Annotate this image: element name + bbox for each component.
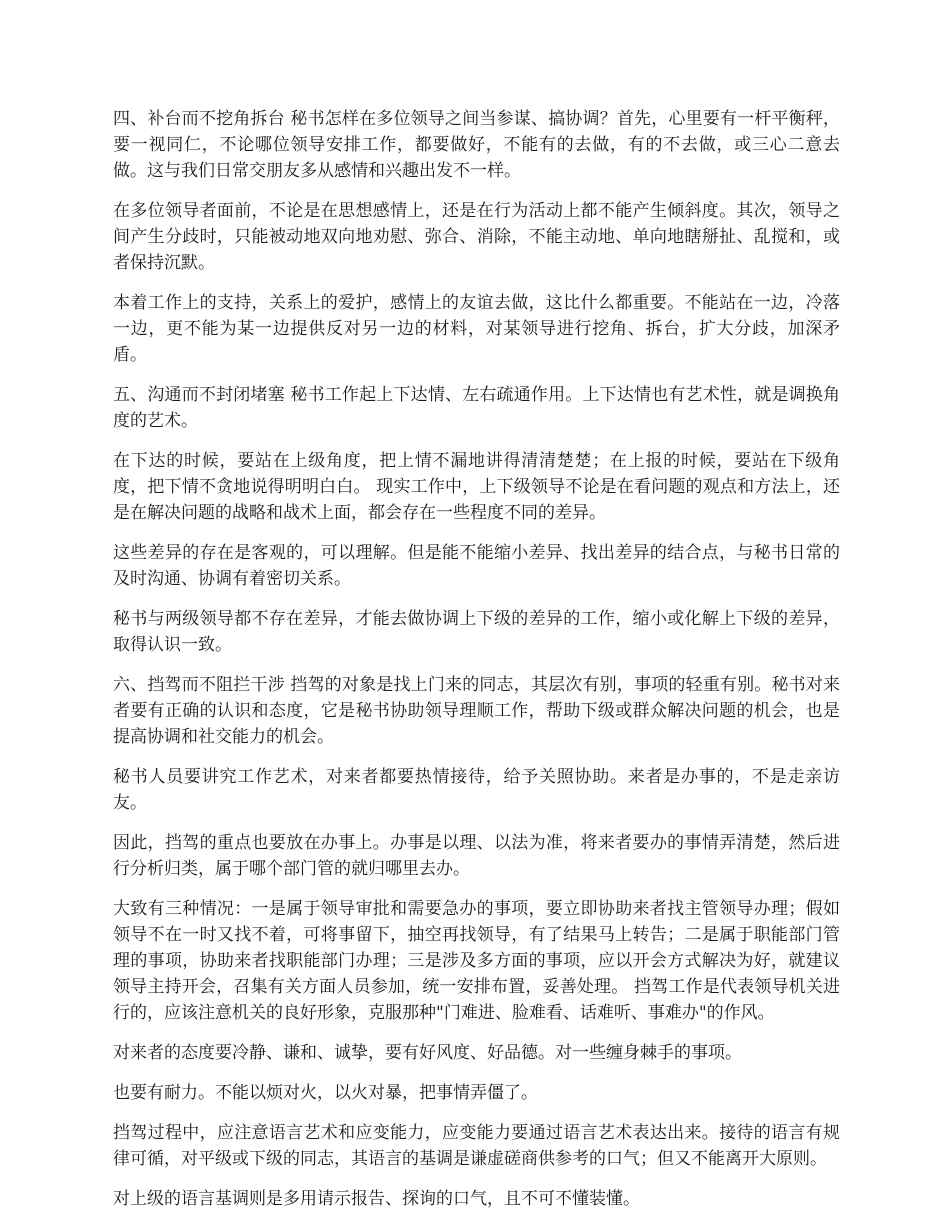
paragraph: 六、挡驾而不阻拦干涉 挡驾的对象是找上门来的同志，其层次有别，事项的轻重有别。秘书对来者要有正确的认识和态度，它是秘书协助领导理顺工作，帮助下级或群众解决问题的机会，也是提高协调和社交能力的机会。 xyxy=(113,675,840,747)
paragraph: 四、补台而不挖角拆台 秘书怎样在多位领导之间当参谋、搞协调？首先，心里要有一杆平衡秤，要一视同仁，不论哪位领导安排工作，都要做好，不能有的去做，有的不去做，或三心二意去做。这与我们日常交朋友多从感情和兴趣出发不一样。 xyxy=(113,109,840,181)
paragraph: 挡驾过程中，应注意语言艺术和应变能力，应变能力要通过语言艺术表达出来。接待的语言有规律可循，对平级或下级的同志，其语言的基调是谦虚磋商供参考的口气；但又不能离开大原则。 xyxy=(113,1123,840,1169)
paragraph: 在多位领导者面前，不论是在思想感情上，还是在行为活动上都不能产生倾斜度。其次，领导之间产生分歧时，只能被动地双向地劝慰、弥合、消除，不能主动地、单向地瞎掰扯、乱搅和，或者保持沉默。 xyxy=(113,201,840,273)
paragraph: 也要有耐力。不能以烦对火，以火对暴，把事情弄僵了。 xyxy=(113,1083,538,1103)
paragraph: 对上级的语言基调则是多用请示报告、探询的口气，且不可不懂装懂。 xyxy=(113,1189,640,1209)
paragraph: 这些差异的存在是客观的，可以理解。但是能不能缩小差异、找出差异的结合点，与秘书日常的及时沟通、协调有着密切关系。 xyxy=(113,543,840,589)
document-body xyxy=(113,106,840,1226)
paragraph: 因此，挡驾的重点也要放在办事上。办事是以理、以法为准，将来者要办的事情弄清楚，然后进行分析归类，属于哪个部门管的就归哪里去办。 xyxy=(113,833,840,879)
paragraph: 大致有三种情况：一是属于领导审批和需要急办的事项，要立即协助来者找主管领导办理；假如领导不在一时又找不着，可将事留下，抽空再找领导，有了结果马上转告；二是属于职能部门管理的事项，协助来者找职能部门办理；三是涉及多方面的事项，应以开会方式解决为好，就建议领导主持开会，召集有关方面人员参加，统一安排布置，妥善处理。 挡驾工作是代表领导机关进行的，应该注意机关的良好形象，克服那种"门难进、脸难看、话难听、事难办"的作风。 xyxy=(113,899,840,1023)
paragraph: 秘书与两级领导都不存在差异，才能去做协调上下级的差异的工作，缩小或化解上下级的差异，取得认识一致。 xyxy=(113,609,840,655)
paragraph: 对来者的态度要冷静、谦和、诚挚，要有好风度、好品德。对一些缠身棘手的事项。 xyxy=(113,1043,742,1063)
paragraph: 秘书人员要讲究工作艺术，对来者都要热情接待，给予关照协助。来者是办事的，不是走亲访友。 xyxy=(113,767,840,813)
paragraph: 本着工作上的支持，关系上的爱护，感情上的友谊去做，这比什么都重要。不能站在一边，冷落一边，更不能为某一边提供反对另一边的材料，对某领导进行挖角、拆台，扩大分歧，加深矛盾。 xyxy=(113,293,840,365)
paragraph: 五、沟通而不封闭堵塞 秘书工作起上下达情、左右疏通作用。上下达情也有艺术性，就是调换角度的艺术。 xyxy=(113,385,840,431)
paragraph: 在下达的时候，要站在上级角度，把上情不漏地讲得清清楚楚；在上报的时候，要站在下级角度，把下情不贪地说得明明白白。 现实工作中，上下级领导不论是在看问题的观点和方法上，还是在解决问题的战略和战术上面，都会存在一些程度不同的差异。 xyxy=(113,451,840,523)
